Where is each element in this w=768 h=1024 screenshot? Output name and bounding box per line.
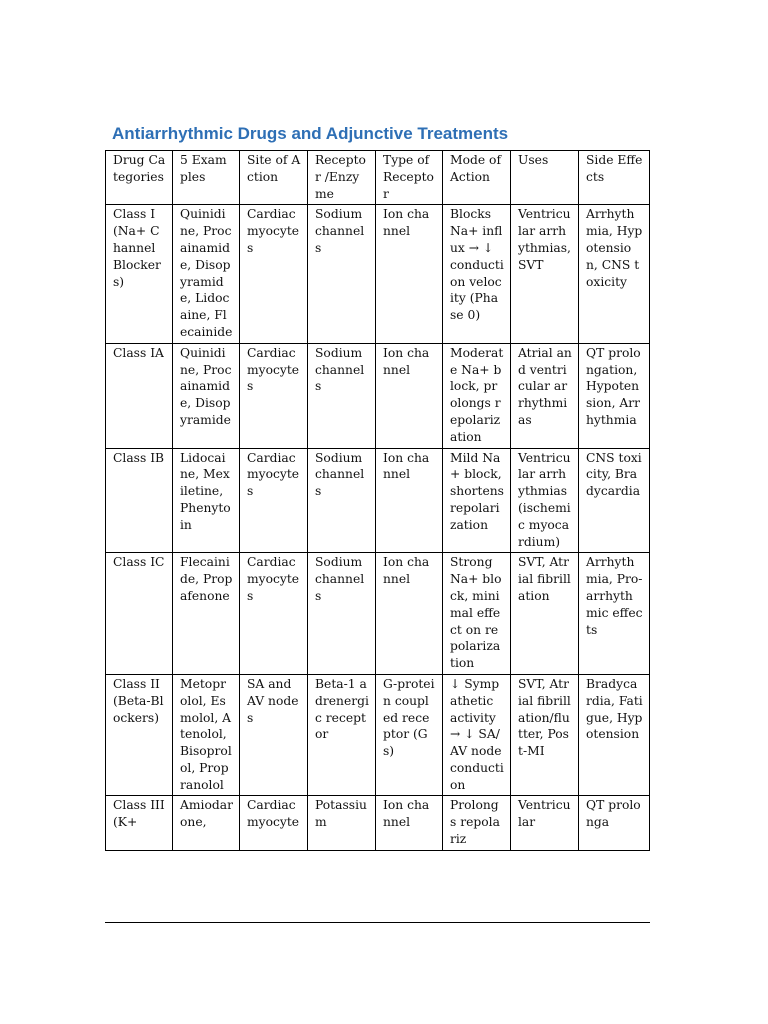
table-cell: QT prolonga [579, 796, 650, 850]
table-cell: Arrhythmia, Hypotension, CNS toxicity [579, 205, 650, 343]
table-cell: CNS toxicity, Bradycardia [579, 448, 650, 553]
table-cell: Mild Na+ block, shortens repolarization [443, 448, 511, 553]
table-cell: Lidocaine, Mexiletine, Phenytoin [173, 448, 240, 553]
table-cell: Strong Na+ block, minimal effect on repolarization [443, 553, 511, 675]
table-cell: Quinidine, Procainamide, Disopyramide, Lidocaine, Flecainide [173, 205, 240, 343]
table-cell: QT prolongation, Hypotension, Arrhythmia [579, 343, 650, 448]
table-cell: Sodium channels [308, 553, 376, 675]
table-cell: Cardiac myocytes [240, 205, 308, 343]
table-cell: SA and AV nodes [240, 674, 308, 796]
table-cell: G-protein coupled receptor (Gs) [376, 674, 443, 796]
table-cell: Moderate Na+ block, prolongs repolarization [443, 343, 511, 448]
table-cell: SVT, Atrial fibrillation/flutter, Post-MI [511, 674, 579, 796]
table-cell: Potassium [308, 796, 376, 850]
table-cell: Ion channel [376, 796, 443, 850]
table-row [106, 343, 650, 448]
table-cell: Cardiac myocytes [240, 343, 308, 448]
header-cell: Drug Categories [106, 151, 173, 205]
table-cell: Sodium channels [308, 448, 376, 553]
table-cell: Ion channel [376, 448, 443, 553]
header-cell: Uses [511, 151, 579, 205]
table-cell: Prolongs repolariz [443, 796, 511, 850]
table-cell: Quinidine, Procainamide, Disopyramide [173, 343, 240, 448]
table-row [106, 205, 650, 343]
table-cell: Blocks Na+ influx → ↓ conduction velocity (Phase 0) [443, 205, 511, 343]
table-cell: Arrhythmia, Pro-arrhythmic effects [579, 553, 650, 675]
document-title: Antiarrhythmic Drugs and Adjunctive Treatments [112, 124, 509, 143]
drug-table [105, 150, 650, 851]
table-cell: Ion channel [376, 343, 443, 448]
table-cell: Ventricular [511, 796, 579, 850]
table-row [106, 674, 650, 796]
header-cell: Side Effects [579, 151, 650, 205]
header-cell: Mode of Action [443, 151, 511, 205]
table-cell: Sodium channels [308, 343, 376, 448]
table-cell: Class I (Na+ Channel Blockers) [106, 205, 173, 343]
table-cell: Bradycardia, Fatigue, Hypotension [579, 674, 650, 796]
table-cell: Cardiac myocyte [240, 796, 308, 850]
header-cell: Site of Action [240, 151, 308, 205]
table-cell: Class IB [106, 448, 173, 553]
table-cell: Flecainide, Propafenone [173, 553, 240, 675]
table-cell: Ion channel [376, 205, 443, 343]
table-cell: Ventricular arrhythmias, SVT [511, 205, 579, 343]
table-cell: Atrial and ventricular arrhythmias [511, 343, 579, 448]
table-row [106, 553, 650, 675]
table-cell: Ion channel [376, 553, 443, 675]
table-cell: Class II (Beta-Blockers) [106, 674, 173, 796]
table-cell: Class IA [106, 343, 173, 448]
table-cell: Cardiac myocytes [240, 553, 308, 675]
table-row [106, 796, 650, 850]
table-cell: Class III (K+ [106, 796, 173, 850]
table-cell: Class IC [106, 553, 173, 675]
header-row [106, 151, 650, 205]
header-cell: Receptor /Enzyme [308, 151, 376, 205]
header-cell: 5 Examples [173, 151, 240, 205]
header-cell: Type of Receptor [376, 151, 443, 205]
table-cell: Sodium channels [308, 205, 376, 343]
table-cell: Cardiac myocytes [240, 448, 308, 553]
table-cell: Ventricular arrhythmias (ischemic myocardium) [511, 448, 579, 553]
table-cell: ↓ Sympathetic activity → ↓ SA/AV node conduction [443, 674, 511, 796]
table-cell: SVT, Atrial fibrillation [511, 553, 579, 675]
table-row [106, 448, 650, 553]
table-viewport [105, 150, 650, 923]
table-cell: Amiodarone, [173, 796, 240, 850]
table-cell: Beta-1 adrenergic receptor [308, 674, 376, 796]
table-cell: Metoprolol, Esmolol, Atenolol, Bisoprolol, Propranolol [173, 674, 240, 796]
